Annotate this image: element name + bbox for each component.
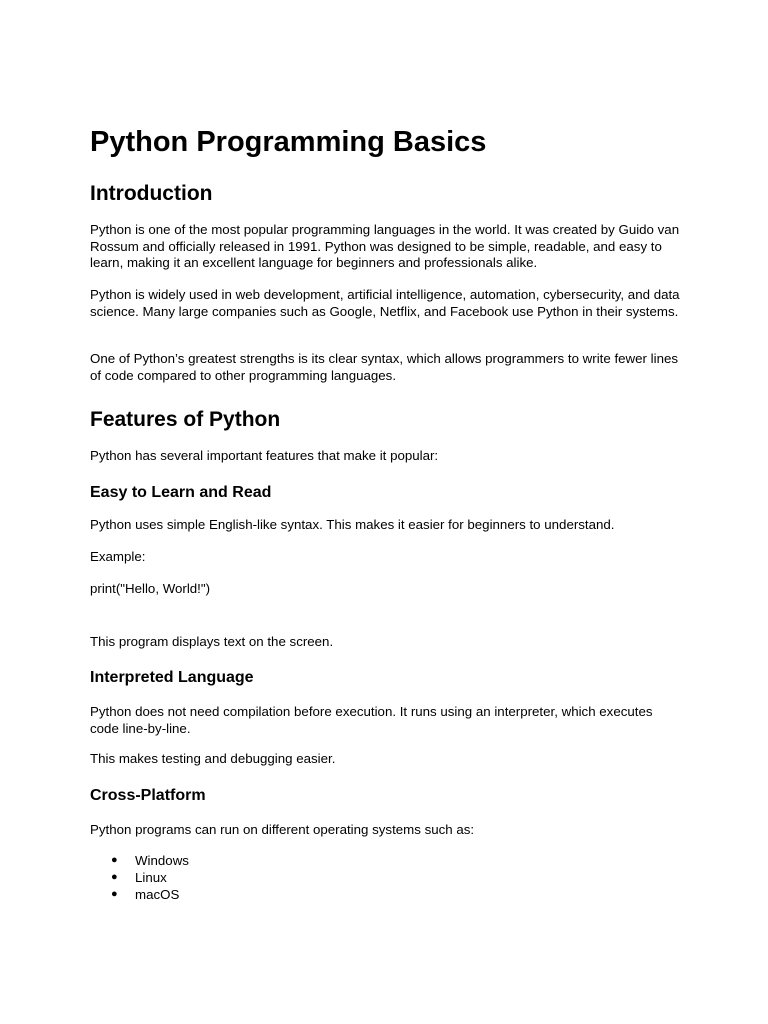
document-title: Python Programming Basics	[90, 126, 487, 158]
heading-interpreted: Interpreted Language	[90, 669, 254, 686]
list-item	[90, 869, 189, 886]
intro-paragraph-2: Python is widely used in web development, artificial intelligence, automation, cybersecurity, and data science. Many large companies such as Google, Netflix, and Facebook use Python in their systems.	[90, 287, 680, 319]
features-intro: Python has several important features that make it popular:	[90, 448, 439, 463]
list-item-label: Linux	[135, 870, 167, 885]
cross-platform-text: Python programs can run on different operating systems such as:	[90, 822, 475, 837]
heading-introduction: Introduction	[90, 182, 213, 205]
code-example: print("Hello, World!")	[90, 581, 211, 596]
list-item-label: Windows	[135, 853, 189, 868]
example-label: Example:	[90, 549, 146, 564]
bullet-icon: ●	[111, 871, 118, 883]
intro-paragraph-1: Python is one of the most popular programming languages in the world. It was created by Guido van Rossum and officially released in 1991. Python was designed to be simple, readable, and easy to learn, making it an excellent language for beginners and professionals alike.	[90, 222, 680, 270]
interpreted-text: Python does not need compilation before execution. It runs using an interpreter, which executes code line-by-line.	[90, 704, 653, 736]
interpreted-after: This makes testing and debugging easier.	[90, 751, 336, 766]
list-item-label: macOS	[135, 887, 180, 902]
heading-cross-platform: Cross-Platform	[90, 787, 206, 804]
list-item	[90, 852, 189, 869]
list-item	[90, 886, 189, 903]
os-list	[90, 852, 189, 903]
easy-text: Python uses simple English-like syntax. This makes it easier for beginners to understand.	[90, 517, 615, 532]
bullet-icon: ●	[111, 888, 118, 900]
intro-paragraph-3: One of Python’s greatest strengths is its clear syntax, which allows programmers to write fewer lines of code compared to other programming languages.	[90, 351, 679, 383]
easy-after: This program displays text on the screen.	[90, 634, 334, 649]
bullet-icon: ●	[111, 854, 118, 866]
heading-easy-to-learn: Easy to Learn and Read	[90, 484, 272, 501]
heading-features: Features of Python	[90, 408, 281, 431]
